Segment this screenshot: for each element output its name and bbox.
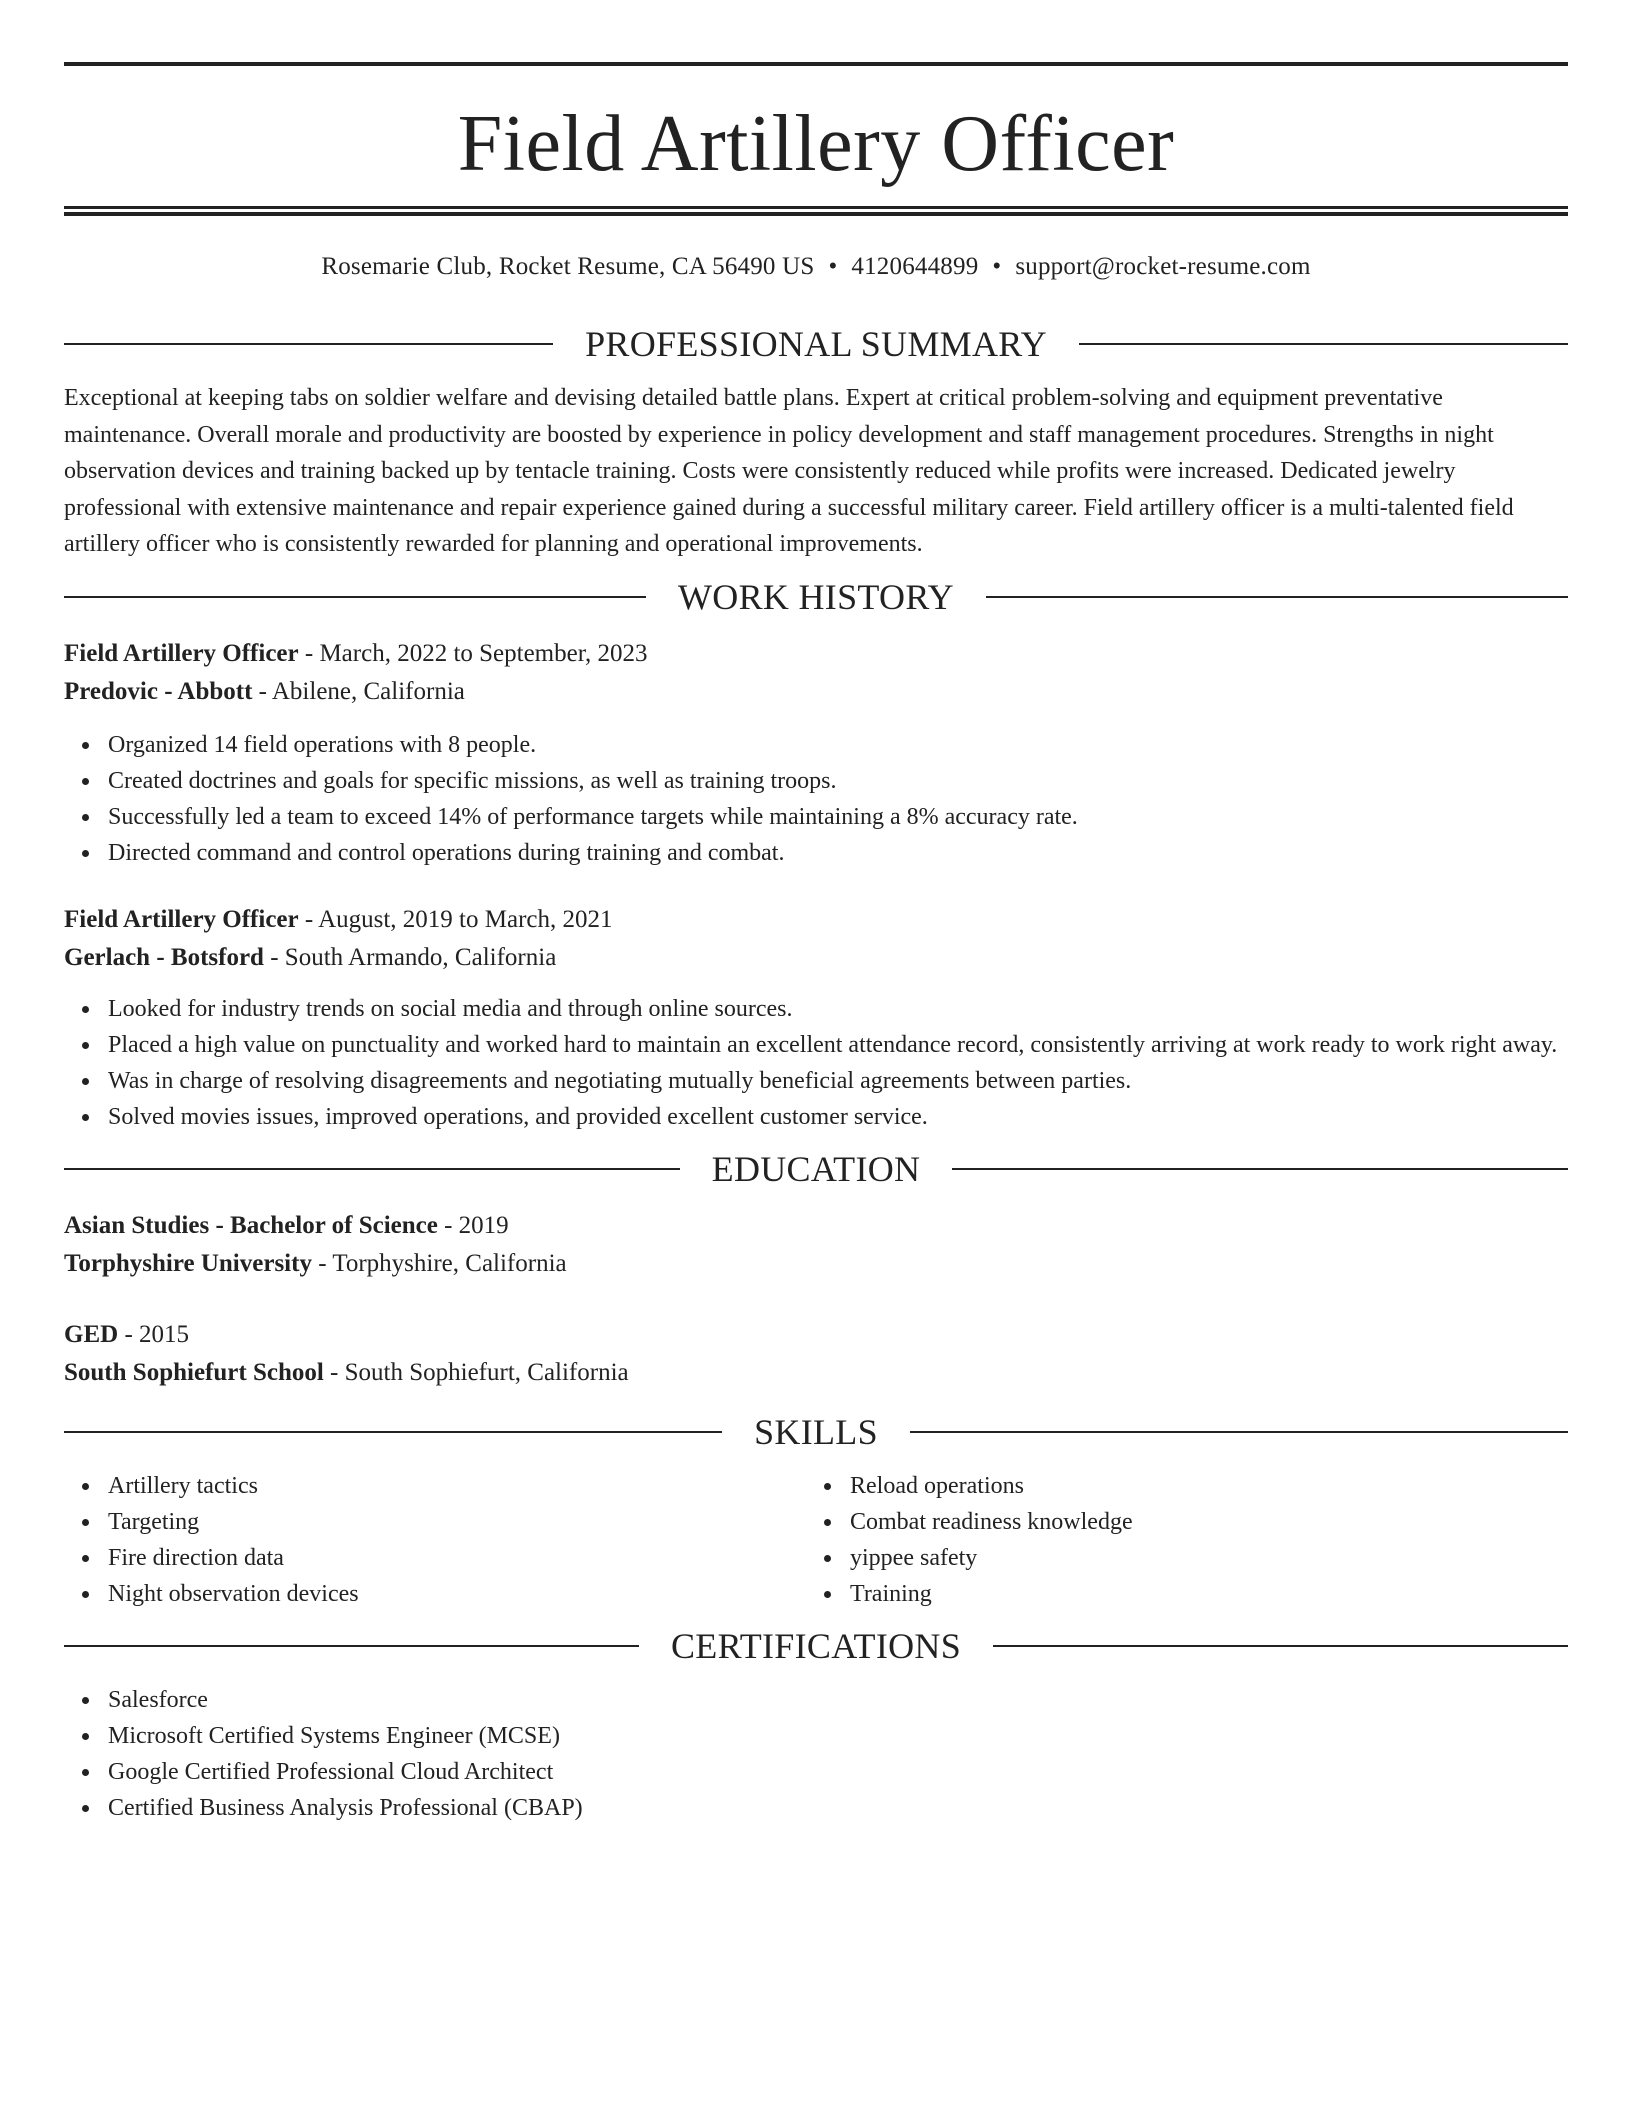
education-degree-line [64,1207,1568,1245]
job-location: - Abilene, California [252,677,465,705]
job-bullet: Directed command and control operations during training and combat. [64,835,1568,871]
job-company-line [64,673,1568,711]
section-rule [64,1645,639,1647]
job-bullet: Created doctrines and goals for specific missions, as well as training troops. [64,763,1568,799]
education-degree: GED [64,1320,119,1348]
certification-item: Certified Business Analysis Professional (CBAP) [64,1790,1568,1826]
section-title: SKILLS [754,1411,878,1452]
certification-item: Salesforce [64,1682,1568,1718]
job-bullet: Organized 14 field operations with 8 people. [64,727,1568,763]
job-company: Gerlach - Botsford [64,943,264,971]
section-header-education [64,1147,1568,1191]
job-bullet: Placed a high value on punctuality and worked hard to maintain an excellent attendance record, consistently arriving at work ready to work right away. [64,1027,1568,1063]
contact-phone: 4120644899 [851,253,979,280]
section-title: EDUCATION [711,1148,921,1189]
skill-item: Training [806,1576,1548,1612]
certification-item: Google Certified Professional Cloud Architect [64,1754,1568,1790]
section-rule [64,1431,722,1433]
skill-item: Artillery tactics [64,1468,806,1504]
summary-text: Exceptional at keeping tabs on soldier welfare and devising detailed battle plans. Expert at critical problem-solving and equipment preventative maintenance. Overall morale and productivity are boosted by experience in policy development and staff management procedures. Strengths in night observation devices and training backed up by tentacle training. Costs were consistently reduced while profits were increased. Dedicated jewelry professional with extensive maintenance and repair experience gained during a successful military career. Field artillery officer is a multi-talented field artillery officer who is consistently rewarded for planning and operational improvements. [64,385,1514,557]
job-role: Field Artillery Officer [64,639,299,667]
section-rule [1079,343,1568,345]
education-school-line [64,1245,1568,1283]
education-location: - Torphyshire, California [311,1249,567,1277]
section-rule [952,1168,1568,1170]
skill-item: Night observation devices [64,1576,806,1612]
job-bullets [64,991,1568,1135]
education-school-line [64,1354,1568,1392]
contact-separator: • [828,253,838,280]
skill-item: Targeting [64,1504,806,1540]
job-title-line [64,635,1568,673]
education-entry [64,1316,1568,1392]
education-school: South Sophiefurt School [64,1358,324,1386]
job-entry [64,901,1568,1135]
job-company-line [64,939,1568,977]
resume-name: Field Artillery Officer [457,100,1175,188]
education-location: - South Sophiefurt, California [323,1358,629,1386]
job-bullet: Looked for industry trends on social media and through online sources. [64,991,1568,1027]
job-dates: - March, 2022 to September, 2023 [298,639,648,667]
section-rule [64,596,646,598]
job-bullet: Successfully led a team to exceed 14% of performance targets while maintaining a 8% accuracy rate. [64,799,1568,835]
education-school: Torphyshire University [64,1249,312,1277]
job-dates: - August, 2019 to March, 2021 [298,905,613,933]
certifications-list [64,1682,1568,1826]
contact-address: Rosemarie Club, Rocket Resume, CA 56490 US [321,253,815,280]
header-double-rule [64,206,1568,216]
skill-item: Fire direction data [64,1540,806,1576]
job-bullet: Was in charge of resolving disagreements and negotiating mutually beneficial agreements between parties. [64,1063,1568,1099]
job-company: Predovic - Abbott [64,677,253,705]
contact-line [64,252,1568,282]
job-location: - South Armando, California [263,943,557,971]
job-bullet: Solved movies issues, improved operations, and provided excellent customer service. [64,1099,1568,1135]
education-year: - 2019 [437,1211,509,1239]
section-rule [64,1168,680,1170]
section-title: WORK HISTORY [678,576,954,617]
skills-grid [64,1468,1568,1612]
section-rule [910,1431,1568,1433]
skills-column-right [806,1468,1548,1612]
education-degree-line [64,1316,1568,1354]
section-header-work [64,575,1568,619]
skills-column-left [64,1468,806,1612]
section-header-skills [64,1410,1568,1454]
section-rule [986,596,1568,598]
contact-separator: • [992,253,1002,280]
skill-item: Combat readiness knowledge [806,1504,1548,1540]
job-entry [64,635,1568,871]
education-degree: Asian Studies - Bachelor of Science [64,1211,438,1239]
skill-item: yippee safety [806,1540,1548,1576]
contact-email: support@rocket-resume.com [1015,253,1311,280]
education-year: - 2015 [118,1320,190,1348]
job-role: Field Artillery Officer [64,905,299,933]
education-entry [64,1207,1568,1283]
certification-item: Microsoft Certified Systems Engineer (MCSE) [64,1718,1568,1754]
job-bullets [64,727,1568,871]
section-title: CERTIFICATIONS [670,1625,962,1666]
section-title: PROFESSIONAL SUMMARY [585,324,1047,364]
section-header-summary [64,322,1568,366]
skill-item: Reload operations [806,1468,1548,1504]
job-title-line [64,901,1568,939]
section-rule [64,343,553,345]
section-header-certifications [64,1624,1568,1668]
header-top-rule [64,62,1568,66]
section-rule [993,1645,1568,1647]
